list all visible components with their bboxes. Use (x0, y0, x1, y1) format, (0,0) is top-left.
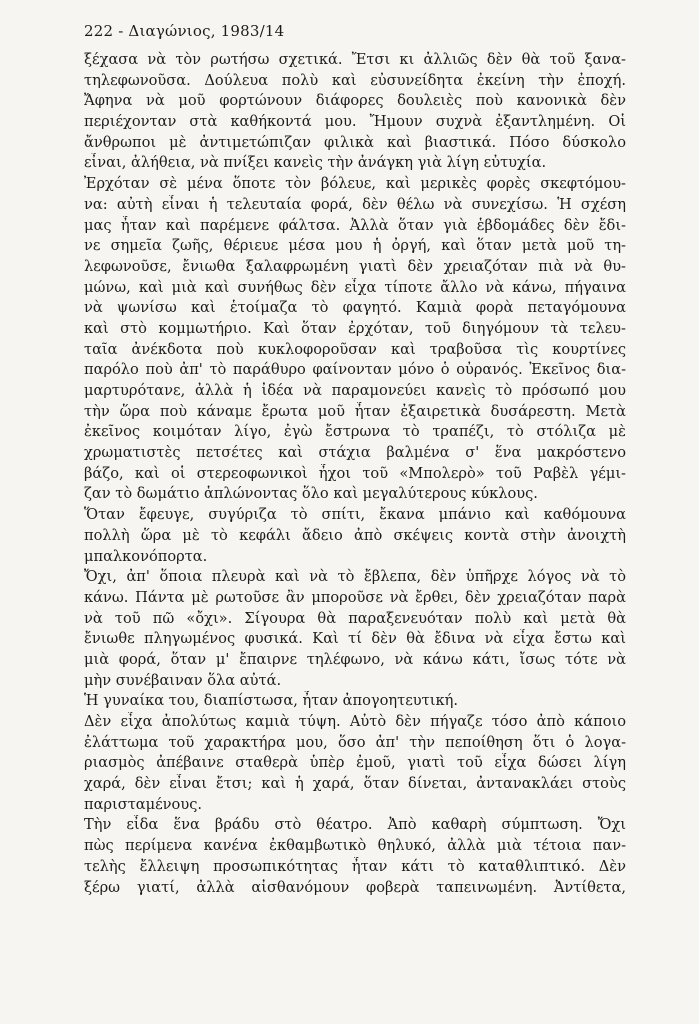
text-line: παρόλο ποὺ ἀπ' τὸ παράθυρο φαίνονταν μόνο ὁ οὐρανός. Ἐκεῖνος δια- (84, 361, 626, 379)
text-line: ξέχασα νὰ τὸν ρωτήσω σχετικά. Ἔτσι κι ἀλλιῶς δὲν θὰ τοῦ ξανα- (84, 51, 626, 68)
body-text (84, 50, 626, 898)
text-line: να: αὐτὴ εἶναι ἡ τελευταία φορά, δὲν θέλω νὰ συνεχίσω. Ἡ σχέση (84, 195, 626, 213)
text-line: Ἄφηνα νὰ μοῦ φορτώνουν διάφορες δουλειὲς ποὺ κανονικὰ δὲν (84, 92, 626, 110)
text-line: ξέρω γιατί, ἀλλὰ αἰσθανόμουν φοβερὰ ταπεινωμένη. Ἀντίθετα, (84, 878, 626, 896)
text-line: λεφωνοῦσε, ἔνιωθα ξαλαφρωμένη γιατὶ δὲν χρειαζόταν πιὰ νὰ θυ- (84, 257, 626, 275)
text-line: Ὅταν ἔφευγε, συγύριζα τὸ σπίτι, ἔκανα μπάνιο καὶ καθόμουνα (84, 506, 626, 524)
text-line: Ἐρχόταν σὲ μένα ὅποτε τὸν βόλευε, καὶ μερικὲς φορὲς σκεφτόμου- (84, 175, 626, 193)
text-line: μιὰ φορά, ὅταν μ' ἔπαιρνε τηλέφωνο, νὰ κάνω κάτι, ἴσως τότε νὰ (84, 650, 626, 668)
text-line: κάνω. Πάντα μὲ ρωτοῦσε ἂν μποροῦσε νὰ ἔρθει, δὲν χρειαζόταν παρὰ (84, 588, 626, 606)
text-line: εἶναι, ἀλήθεια, νὰ πνίξει κανεὶς τὴν ἀνάγκη γιὰ λίγη εὐτυχία. (84, 154, 547, 172)
text-line: μώνω, καὶ μιὰ καὶ συνήθως δὲν εἶχα τίποτε ἄλλο νὰ κάνω, πήγαινα (84, 278, 626, 296)
text-line: βάζο, καὶ οἱ στερεοφωνικοὶ ἦχοι τοῦ «Μπολερὸ» τοῦ Ραβὲλ γέμι- (84, 464, 626, 482)
text-line: μαρτυρότανε, ἀλλὰ ἡ ἰδέα νὰ παραμονεύει κανεὶς τὸ πρόσωπό μου (84, 382, 626, 399)
text-line: νὰ ψωνίσω καὶ ἑτοίμαζα τὸ φαγητό. Καμιὰ φορὰ πεταγόμουνα (84, 299, 626, 317)
text-line: Δὲν εἶχα ἀπολύτως καμιὰ τύψη. Αὐτὸ δὲν πήγαζε τόσο ἀπὸ κάποιο (84, 713, 626, 730)
text-line: ριασμὸς ἀπέβαινε σταθερὰ ὑπὲρ ἐμοῦ, γιατὶ τοῦ εἶχα δώσει λίγη (84, 754, 626, 772)
text-line: καὶ στὸ κομμωτήριο. Καὶ ὅταν ἐρχόταν, τοῦ διηγόμουν τὰ τελευ- (84, 319, 626, 337)
text-line: πολλὴ ὥρα μὲ τὸ κεφάλι ἄδειο ἀπὸ σκέψεις κοντὰ στὴν ἀνοιχτὴ (84, 526, 626, 544)
text-line: ζαν τὸ δωμάτιο ἁπλώνοντας ὅλο καὶ μεγαλύτερους κύκλους. (84, 485, 538, 503)
text-line: ἔνιωθε πληγωμένος φυσικά. Καὶ τί δὲν θὰ ἔδινα νὰ εἶχα ἔστω καὶ (84, 630, 626, 648)
text-line: παρισταμένους. (84, 795, 203, 813)
text-line: Ἡ γυναίκα του, διαπίστωσα, ἦταν ἀπογοητευτική. (84, 692, 458, 710)
text-line: μπαλκονόπορτα. (84, 547, 208, 565)
text-line: μας ἦταν καὶ παρέμενε φάλτσα. Ἀλλὰ ὅταν γιὰ ἑβδομάδες δὲν ἔδι- (84, 216, 626, 234)
text-line: τελὴς ἔλλειψη προσωπικότητας ἦταν κάτι τὸ καταθλιπτικό. Δὲν (84, 857, 626, 875)
text-line: τὴν ὥρα ποὺ κάναμε ἔρωτα μοῦ ἦταν ἐξαιρετικὰ δυσάρεστη. Μετὰ (84, 402, 626, 420)
text-line: τηλεφωνοῦσα. Δούλευα πολὺ καὶ εὐσυνείδητα ἐκείνη τὴν ἐποχή. (84, 71, 626, 89)
text-line: ἐκεῖνος κοιμόταν λίγο, ἐγὼ ἔστρωνα τὸ τραπέζι, τὸ στόλιζα μὲ (84, 423, 626, 441)
text-line: νε σημεῖα ζωῆς, θέριευε μέσα μου ἡ ὀργή, καὶ ὅταν μετὰ μοῦ τη- (84, 237, 626, 255)
running-head: 222 - Διαγώνιος, 1983/14 (84, 22, 285, 40)
text-line: Ὄχι, ἀπ' ὅποια πλευρὰ καὶ νὰ τὸ ἔβλεπα, δὲν ὑπῆρχε λόγος νὰ τὸ (84, 568, 626, 586)
text-line: νὰ τοῦ πῶ «ὄχι». Σίγουρα θὰ παραξενευόταν πολὺ καὶ μετὰ θὰ (84, 609, 626, 627)
text-line: ἄνθρωποι μὲ ἀντιμετώπιζαν φιλικὰ καὶ βιαστικά. Πόσο δύσκολο (84, 133, 626, 151)
text-line: περιέχονταν στὰ καθήκοντά μου. Ἤμουν συχνὰ ἐξαντλημένη. Οἱ (84, 113, 626, 131)
text-line: χρωματιστὲς πετσέτες καὶ στάχια βαλμένα σ' ἕνα μακρόστενο (84, 444, 626, 462)
text-line: ταῖα ἀνέκδοτα ποὺ κυκλοφοροῦσαν καὶ τραβοῦσα τὶς κουρτίνες (84, 340, 626, 358)
text-line: πὼς περίμενα κανένα ἐκθαμβωτικὸ θηλυκό, ἀλλὰ μιὰ τέτοια παν- (84, 837, 626, 855)
text-line: Τὴν εἶδα ἕνα βράδυ στὸ θέατρο. Ἀπὸ καθαρὴ σύμπτωση. Ὄχι (84, 816, 626, 834)
text-line: μὴν συνέβαιναν ὅλα αὐτά. (84, 671, 282, 689)
text-line: ἐλάττωμα τοῦ χαρακτήρα μου, ὅσο ἀπ' τὴν πεποίθηση ὅτι ὁ λογα- (84, 733, 626, 751)
text-line: χαρά, δὲν εἶναι ἔτσι; καὶ ἡ χαρά, ὅταν δίνεται, ἀντανακλάει στοὺς (84, 775, 626, 793)
